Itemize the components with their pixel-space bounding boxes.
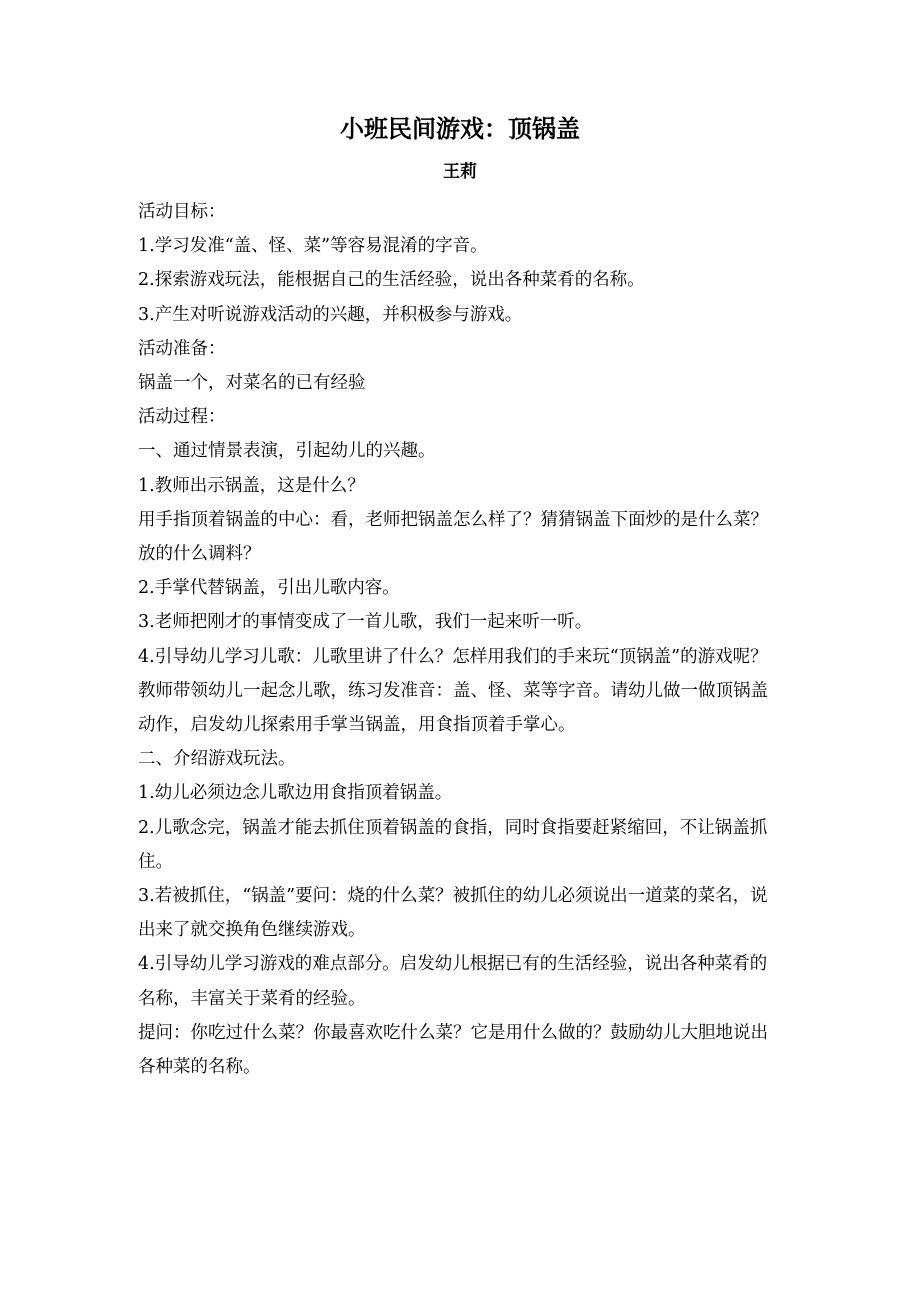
process-step-1-4-detail: 教师带领幼儿一起念儿歌，练习发准音：盖、怪、菜等字音。请幼儿做一做顶锅盖动作，启发幼儿探索用手掌当锅盖，用食指顶着手掌心。 [138,680,768,736]
process-step-2-2: 2.儿歌念完，锅盖才能去抓住顶着锅盖的食指，同时食指要赶紧缩回，不让锅盖抓住。 [138,817,768,872]
preparation-text: 锅盖一个，对菜名的已有经验 [138,373,366,394]
section-heading-goals: 活动目标： [138,202,226,222]
document-body [138,195,778,1084]
document-title: 小班民间游戏：顶锅盖 [340,115,580,143]
process-step-2-1: 1.幼儿必须边念儿歌边用食指顶着锅盖。 [138,783,453,804]
process-step-1-1: 1.教师出示锅盖，这是什么？ [138,475,365,496]
goal-item-1: 1.学习发准“盖、怪、菜”等容易混淆的字音。 [138,236,488,257]
process-step-2-4-question: 提问：你吃过什么菜？你最喜欢吃什么菜？它是用什么做的？鼓励幼儿大胆地说出各种菜的名称。 [138,1022,768,1078]
process-part-2-heading: 二、介绍游戏玩法。 [138,749,296,770]
process-step-2-3: 3.若被抓住，“锅盖”要问：烧的什么菜？被抓住的幼儿必须说出一道菜的菜名，说出来了就交换角色继续游戏。 [138,886,768,941]
process-step-1-2: 2.手掌代替锅盖，引出儿歌内容。 [138,578,400,599]
goal-item-2: 2.探索游戏玩法，能根据自己的生活经验，说出各种菜肴的名称。 [138,270,645,291]
goal-item-3: 3.产生对听说游戏活动的兴趣，并积极参与游戏。 [138,304,523,325]
section-heading-process: 活动过程： [138,407,226,428]
process-step-1-3: 3.老师把刚才的事情变成了一首儿歌，我们一起来听一听。 [138,612,593,633]
process-step-1-4: 4.引导幼儿学习儿歌：儿歌里讲了什么？怎样用我们的手来玩“顶锅盖”的游戏呢？ [138,646,768,667]
document-author: 王莉 [443,162,477,182]
process-step-1-1-detail: 用手指顶着锅盖的中心：看，老师把锅盖怎么样了？猜猜锅盖下面炒的是什么菜？放的什么调料？ [138,509,768,565]
process-part-1-heading: 一、通过情景表演，引起幼儿的兴趣。 [138,441,436,462]
section-heading-preparation: 活动准备： [138,338,226,359]
process-step-2-4: 4.引导幼儿学习游戏的难点部分。启发幼儿根据已有的生活经验，说出各种菜肴的名称，丰富关于菜肴的经验。 [138,954,768,1009]
